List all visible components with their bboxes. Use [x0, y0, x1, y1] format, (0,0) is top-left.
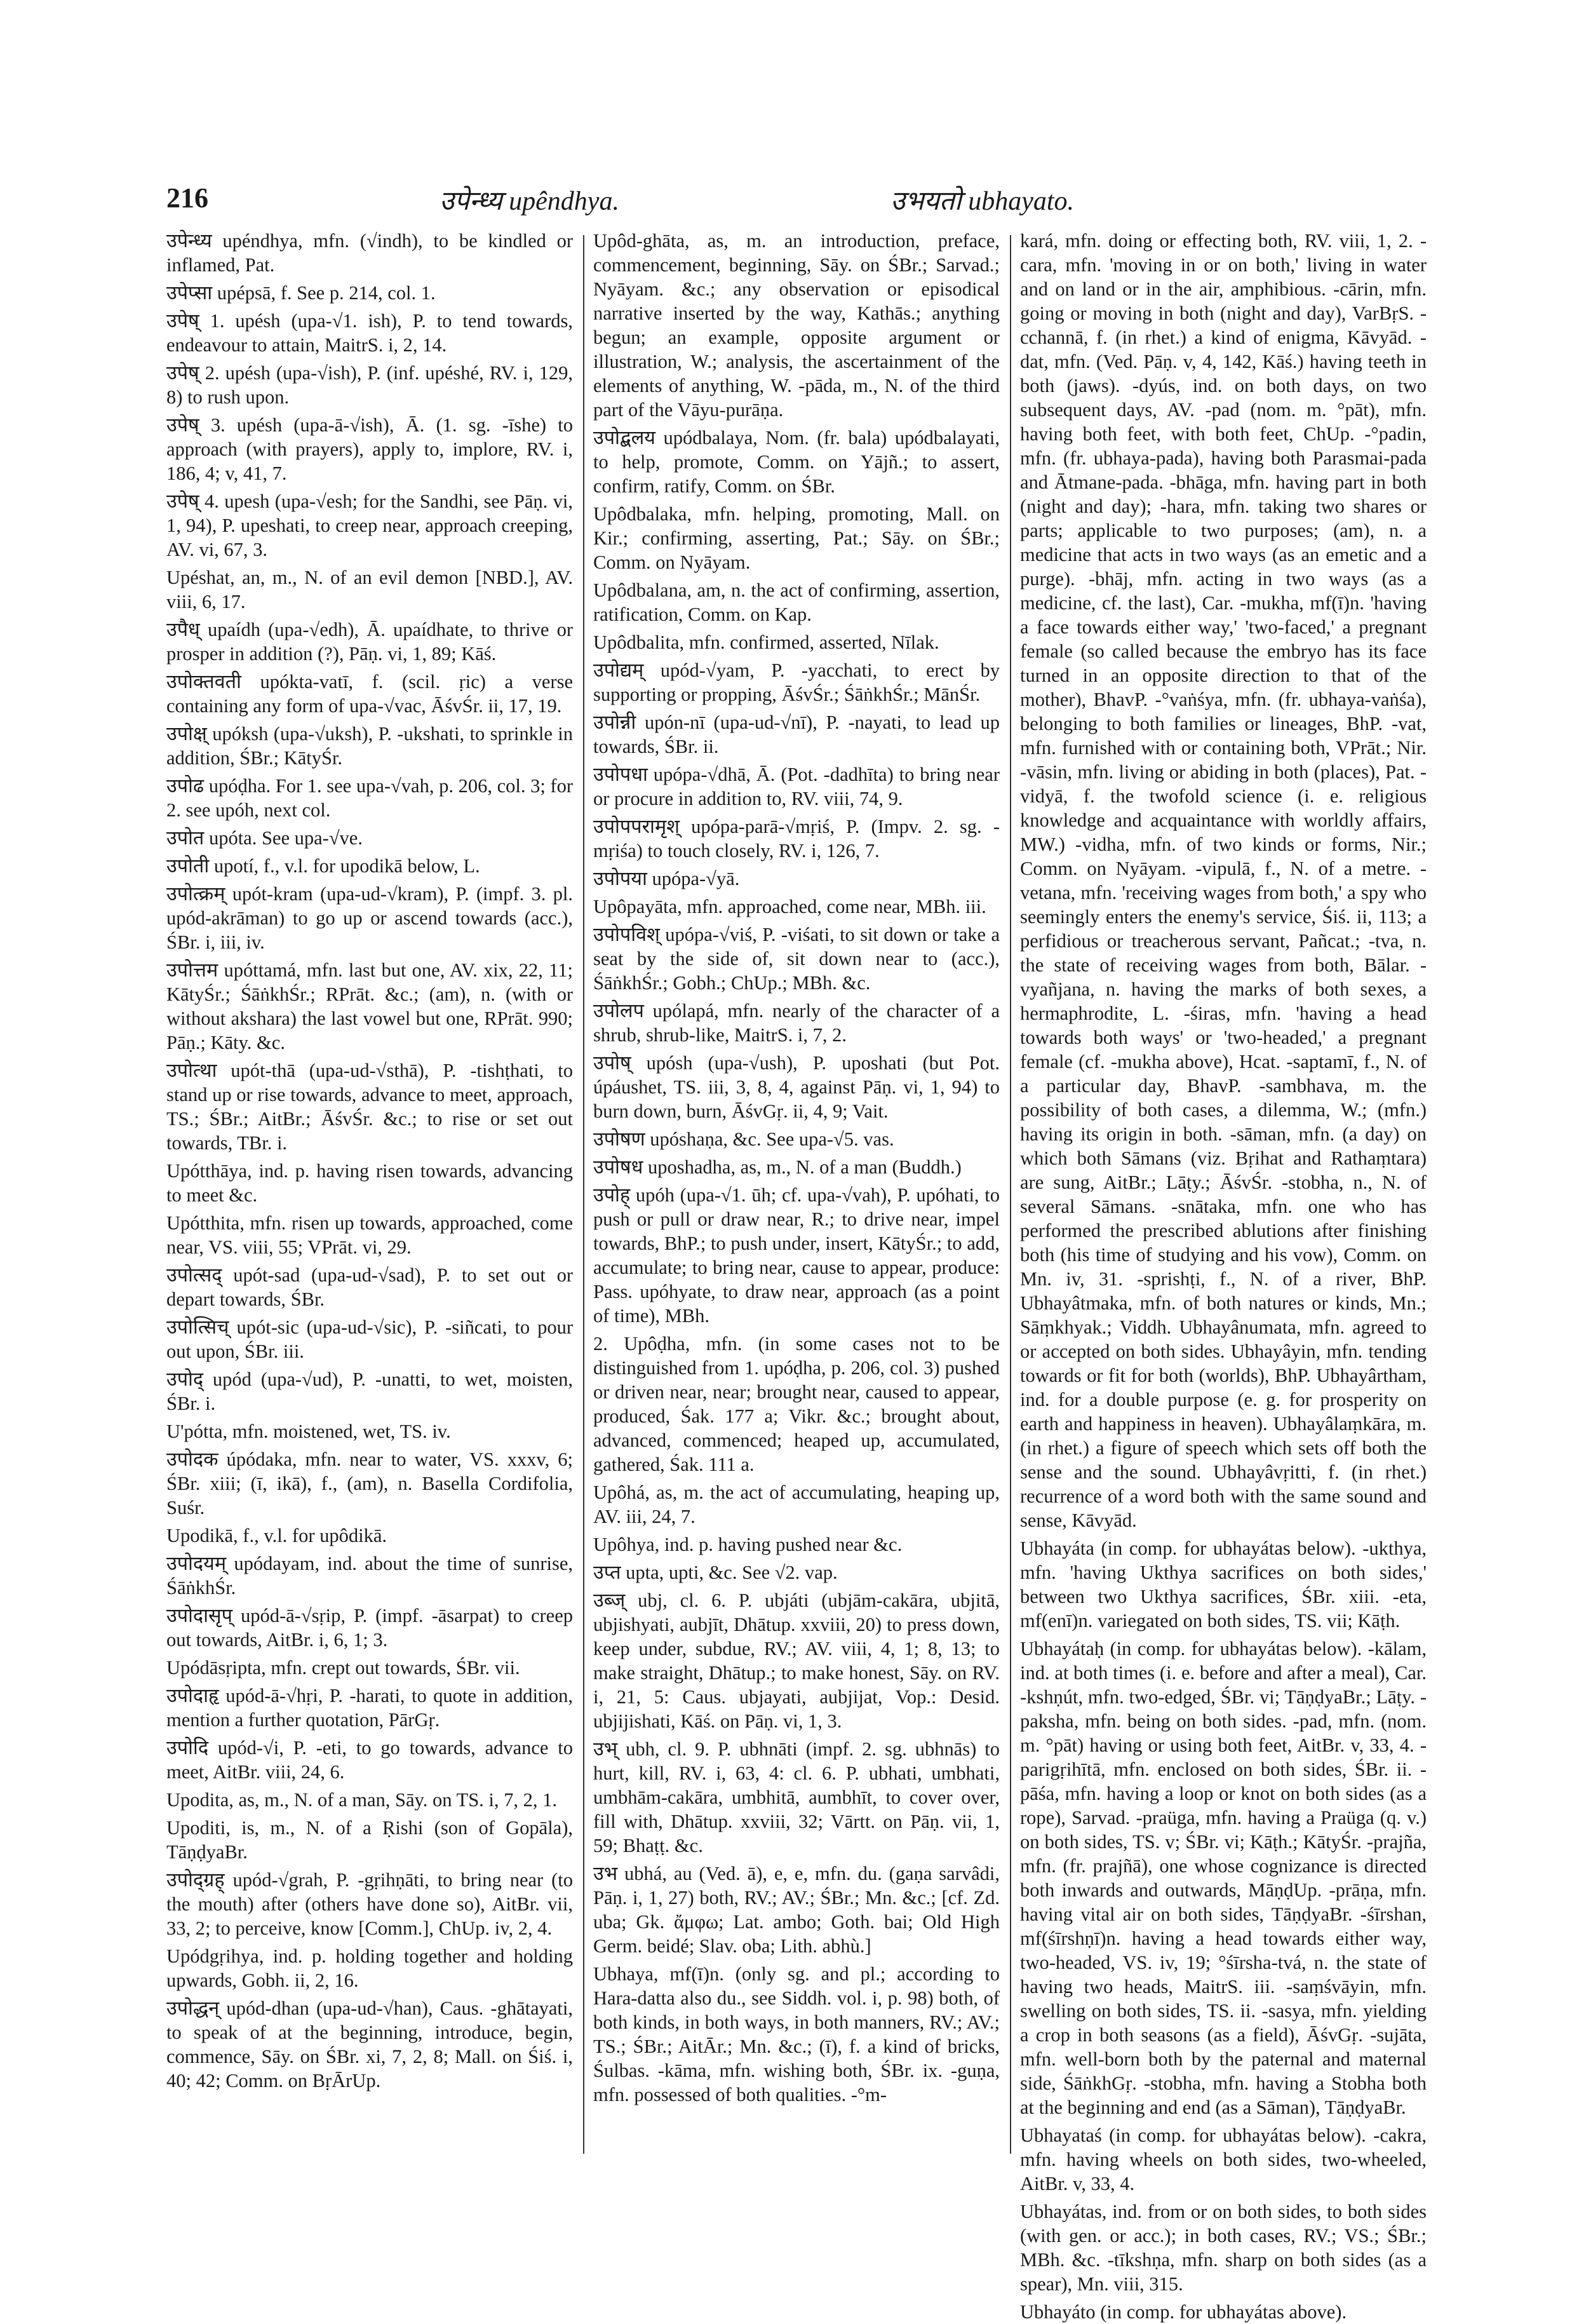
dictionary-entry: उपोह् upóh (upa-√1. ūh; cf. upa-√vah), P. upóhati, to push or pull or draw near, R.; to drive near, impel towards, BhP.; to push under, insert, KātyŚr.; to add, accumulate; to bring near, cause to appear, produce: Pass. upóhyate, to draw near, approach (as a point of time), MBh.	[593, 1184, 1000, 1327]
dictionary-entry: उपोषध uposhadha, as, m., N. of a man (Buddh.)	[593, 1156, 962, 1178]
dictionary-entry: Ubhayátaḥ (in comp. for ubhayátas below). -kālam, ind. at both times (i. e. before and after a meal), Car. -kshṇút, mfn. two-edged, ŚBr. vi; TāṇḍyaBr.; Lāṭy. -paksha, mfn. being on both sides. -pad, mfn. (nom. m. °pāt) having or using both feet, AitBr. v, 33, 4. -parigṛihītā, mfn. enclosed on both sides, ŚBr. ii. -pāśa, mfn. having a loop or knot on both sides (as a rope), Sarvad. -praüga, mfn. having a Praüga (q. v.) on both sides, TS. v; ŚBr. vi; Kāṭh.; KātyŚr. -prajña, mfn. (fr. prajñā), one whose cognizance is directed both inwards and outwards, MāṇḍUp. -prāṇa, mfn. having vital air on both sides, TāṇḍyaBr. -śīrshan, mf(śīrshṇī)n. having a head towards either way, two-headed, VS. iv, 19; °śīrsha-tvá, n. the state of having two heads, MaitrS. iii. -saṃśvāyin, mfn. swelling on both sides, TS. ii. -sasya, mfn. yielding a crop in both seasons (as a field), ĀśvGṛ. -sujāta, mfn. well-born both by the paternal and maternal side, ŚāṅkhGṛ. -stobha, mfn. having a Stobha both at the beginning and end (as a Sāman), TāṇḍyaBr.	[1020, 1638, 1427, 2118]
dictionary-entry: Upodita, as, m., N. of a man, Sāy. on TS. i, 7, 2, 1.	[166, 1789, 558, 1811]
dictionary-entry: उपोष् upósh (upa-√ush), P. uposhati (but Pot. úpáushet, TS. iii, 3, 8, 4, against Pāṇ. vi, 1, 94) to burn down, burn, ĀśvGṛ. ii, 4, 9; Vait.	[593, 1052, 1000, 1122]
dictionary-entry: Upôdbalita, mfn. confirmed, asserted, Nīlak.	[593, 632, 939, 653]
dictionary-entry: Upôd-ghāta, as, m. an introduction, preface, commencement, beginning, Sāy. on ŚBr.; Sarvad.; Nyāyam. &c.; any observation or episodical narrative inserted by the way, Kathās.; anything begun; an example, opposite argument or illustration, W.; analysis, the ascertainment of the elements of anything, W. -pāda, m., N. of the third part of the Vāyu-purāṇa.	[593, 230, 1000, 421]
dictionary-entry: Upótthāya, ind. p. having risen towards, advancing to meet &c.	[166, 1160, 573, 1206]
dictionary-entry: उपोदाहृ upód-ā-√hṛi, P. -harati, to quote in addition, mention a further quotation, PārGṛ.	[166, 1685, 573, 1731]
dictionary-entry: उपोद्बलय upódbalaya, Nom. (fr. bala) upódbalayati, to help, promote, Comm. on Yājñ.; to assert, confirm, ratify, Comm. on ŚBr.	[593, 427, 1000, 497]
dictionary-entry: Ubhaya, mf(ī)n. (only sg. and pl.; according to Hara-datta also du., see Siddh. vol. i, p. 98) both, of both kinds, in both ways, in both manners, RV.; AV.; TS.; ŚBr.; AitĀr.; Mn. &c.; (ī), f. a kind of bricks, Śulbas. -kāma, mfn. wishing both, ŚBr. ix. -guṇa, mfn. possessed of both qualities. -°m-	[593, 1963, 1000, 2105]
column-1	[166, 229, 573, 2166]
dictionary-entry: kará, mfn. doing or effecting both, RV. viii, 1, 2. -cara, mfn. 'moving in or on both,' living in water and on land or in the air, amphibious. -cārin, mfn. going or moving in both (night and day), VarBṛS. -cchannā, f. (in rhet.) a kind of enigma, Kāvyād. -dat, mfn. (Ved. Pāṇ. v, 4, 142, Kāś.) having teeth in both (jaws). -dyús, ind. on both days, on two subsequent days, AV. -pad (nom. m. °pāt), mfn. having both feet, with both feet, ChUp. -°padin, mfn. (fr. ubhaya-pada), having both Parasmai-pada and Ātmane-pada. -bhāga, mfn. having part in both (night and day); -hara, mfn. taking two shares or parts; applicable to two purposes; (am), n. a medicine that acts in two ways (as an emetic and a purge). -bhāj, mfn. acting in two ways (as a medicine, cf. the last), Car. -mukha, mf(ī)n. 'having a face towards either way,' 'two-faced,' a pregnant female (so called because the embryo has its face turned in an opposite direction to that of the mother), BhavP. -°vaṅśya, mfn. (fr. ubhaya-vaṅśa), belonging to both families or lineages, BhP. -vat, mfn. furnished with or containing both, VPrāt.; Nir. -vāsin, mfn. living or abiding in both (places), Pat. -vidyā, f. the twofold science (i. e. religious knowledge and acquaintance with worldly affairs, MW.) -vidha, mfn. of two kinds or forms, Nir.; Comm. on Nyāyam. -vipulā, f., N. of a metre. -vetana, mfn. 'receiving wages from both,' a spy who seemingly enters the enemy's service, Śiś. ii, 113; a perfidious or treacherous servant, Pañcat.; -tva, n. the state of receiving wages from both, Bālar. -vyañjana, n. having the marks of both sexes, a hermaphrodite, L. -śiras, mfn. 'having a head towards both ways' or 'two-headed,' a pregnant female (cf. -mukha above), Hcat. -saptamī, f., N. of a particular day, BhavP. -sambhava, m. the possibility of both cases, a dilemma, W.; (mfn.) having its origin in both. -sāman, mfn. (a day) on which both Sāmans (viz. Bṛihat and Rathaṃtara) are sung, AitBr.; Lāṭy.; ĀśvŚr. -stobha, n., N. of several Sāmans. -snātaka, mfn. one who has performed the prescribed ablutions after finishing both (his time of studying and his vow), Comm. on Mn. iv, 31. -sprishṭi, f., N. of a river, BhP. Ubhayâtmaka, mfn. of both natures or kinds, Mn.; Sāṃkhyak.; Viddh. Ubhayânumata, mfn. agreed to or accepted on both sides. Ubhayâyin, mfn. tending towards or fit for both (worlds), BhP. Ubhayârtham, ind. for a double purpose (e. g. for prosperity on earth and happiness in heaven). Ubhayâlaṃkāra, m. (in rhet.) a figure of speech which sets off both the sense and the sound. Ubhayâvṛitti, f. (in rhet.) recurrence of a word both with the same sound and sense, Kāvyād.	[1020, 230, 1427, 1531]
running-head-right: उभयतो ubhayato.	[890, 187, 1075, 216]
dictionary-entry: उभ् ubh, cl. 9. P. ubhnāti (impf. 2. sg. ubhnās) to hurt, kill, RV. i, 63, 4: cl. 6. P. ubhati, umbhati, umbhām-cakāra, umbhitā, aumbhīt, to cover over, fill with, Dhātup. xxviii, 32; Vārtt. on Pāṇ. vii, 1, 59; Bhaṭṭ. &c.	[593, 1738, 1000, 1856]
dictionary-entry: उपोत upóta. See upa-√ve.	[166, 827, 363, 849]
dictionary-entry: उपोन्नी upón-nī (upa-ud-√nī), P. -nayati, to lead up towards, ŚBr. ii.	[593, 712, 1000, 757]
dictionary-entry: Upódāsṛipta, mfn. crept out towards, ŚBr. vii.	[166, 1657, 520, 1679]
dictionary-entry: Upôdbalaka, mfn. helping, promoting, Mall. on Kir.; confirming, asserting, Pat.; Sāy. on ŚBr.; Comm. on Nyāyam.	[593, 503, 1000, 573]
dictionary-entry: Ubhayataś (in comp. for ubhayátas below). -cakra, mfn. having wheels on both sides, two-wheeled, AitBr. v, 33, 4.	[1020, 2125, 1427, 2194]
dictionary-entry: Ubhayátas, ind. from or on both sides, to both sides (with gen. or acc.); in both cases, RV.; VS.; ŚBr.; MBh. &c. -tīkshṇa, mfn. sharp on both sides (as a spear), Mn. viii, 315.	[1020, 2201, 1427, 2295]
dictionary-entry: Upodikā, f., v.l. for upôdikā.	[166, 1525, 387, 1546]
dictionary-entry: उपेष् 3. upésh (upa-ā-√ish), Ā. (1. sg. -īshe) to approach (with prayers), apply to, implore, RV. i, 186, 4; v, 41, 7.	[166, 414, 573, 484]
dictionary-entry: उपोपधा upópa-√dhā, Ā. (Pot. -dadhīta) to bring near or procure in addition to, RV. viii, 74, 9.	[593, 764, 1000, 809]
column-divider	[583, 235, 584, 2154]
dictionary-entry: उपोद्धन् upód-dhan (upa-ud-√han), Caus. -ghātayati, to speak of at the beginning, introduce, begin, commence, Sāy. on ŚBr. xi, 7, 2, 8; Mall. on Śiś. i, 40; 42; Comm. on BṛĀrUp.	[166, 1997, 573, 2091]
page-number: 216	[166, 182, 208, 213]
dictionary-entry: उपेष् 2. upésh (upa-√ish), P. (inf. upéshé, RV. i, 129, 8) to rush upon.	[166, 362, 573, 408]
dictionary-entry: उपोलप upólapá, mfn. nearly of the character of a shrub, shrub-like, MaitrS. i, 7, 2.	[593, 1000, 1000, 1046]
dictionary-entry: Upódgṛihya, ind. p. holding together and holding upwards, Gobh. ii, 2, 16.	[166, 1945, 573, 1991]
dictionary-entry: Upôhá, as, m. the act of accumulating, heaping up, AV. iii, 24, 7.	[593, 1482, 1000, 1527]
dictionary-entry: उपेप्सा upépsā, f. See p. 214, col. 1.	[166, 282, 436, 304]
dictionary-entry: उपेन्ध्य upéndhya, mfn. (√indh), to be kindled or inflamed, Pat.	[166, 230, 573, 276]
dictionary-entry: Upéshat, an, m., N. of an evil demon [NBD.], AV. viii, 6, 17.	[166, 567, 573, 612]
dictionary-entry: उपेष् 4. upesh (upa-√esh; for the Sandhi, see Pāṇ. vi, 1, 94), P. upeshati, to creep near, approach creeping, AV. vi, 67, 3.	[166, 490, 573, 560]
dictionary-entry: Upôpayāta, mfn. approached, come near, MBh. iii.	[593, 896, 986, 917]
dictionary-entry: उपोत्सद् upót-sad (upa-ud-√sad), P. to set out or depart towards, ŚBr.	[166, 1264, 573, 1310]
dictionary-entry: उपोदासृप् upód-ā-√sṛip, P. (impf. -āsarpat) to creep out towards, AitBr. i, 6, 1; 3.	[166, 1605, 573, 1651]
dictionary-entry: उपोत्क्रम् upót-kram (upa-ud-√kram), P. (impf. 3. pl. upód-akrāman) to go up or ascend towards (acc.), ŚBr. i, iii, iv.	[166, 883, 573, 953]
dictionary-entry: उपोद्यम् upód-√yam, P. -yacchati, to erect by supporting or propping, ĀśvŚr.; ŚāṅkhŚr.; MānŚr.	[593, 659, 1000, 705]
column-divider	[1010, 235, 1011, 2154]
dictionary-entry: उपोती upotí, f., v.l. for upodikā below, L.	[166, 855, 480, 877]
dictionary-entry: उपोषण upóshaṇa, &c. See upa-√5. vas.	[593, 1128, 894, 1150]
dictionary-entry: U'pótta, mfn. moistened, wet, TS. iv.	[166, 1421, 451, 1442]
dictionary-entry: उभ ubhá, au (Ved. ā), e, e, mfn. du. (gaṇa sarvâdi, Pāṇ. i, 1, 27) both, RV.; AV.; ŚBr.; Mn. &c.; [cf. Zd. uba; Gk. ἄμφω; Lat. ambo; Goth. bai; Old High Germ. beidé; Slav. oba; Lith. abhù.]	[593, 1863, 1000, 1957]
dictionary-entry: Upótthita, mfn. risen up towards, approached, come near, VS. viii, 55; VPrāt. vi, 29.	[166, 1212, 573, 1258]
dictionary-entry: Upôhya, ind. p. having pushed near &c.	[593, 1534, 903, 1555]
column-2	[593, 229, 1000, 2166]
dictionary-entry: Upôdbalana, am, n. the act of confirming, assertion, ratification, Comm. on Kap.	[593, 579, 1000, 625]
dictionary-entry: Ubhayáto (in comp. for ubhayátas above).	[1020, 2301, 1347, 2323]
dictionary-entry: उप्त upta, upti, &c. See √2. vap.	[593, 1562, 838, 1583]
dictionary-entry: उपोपपरामृश् upópa-parā-√mṛiś, P. (Impv. 2. sg. -mṛiśa) to touch closely, RV. i, 126, 7.	[593, 816, 1000, 861]
dictionary-entry: उपोढ upóḍha. For 1. see upa-√vah, p. 206, col. 3; for 2. see upóh, next col.	[166, 775, 573, 821]
dictionary-entry: 2. Upôḍha, mfn. (in some cases not to be distinguished from 1. upóḍha, p. 206, col. 3) pushed or driven near, near; brought near, caused to appear, produced, Śak. 177 a; Vikr. &c.; brought about, advanced, commenced; heaped up, accumulated, gathered, Śak. 111 a.	[593, 1333, 1000, 1475]
column-3	[1020, 229, 1427, 2323]
dictionary-entry: उपोदयम् upódayam, ind. about the time of sunrise, ŚāṅkhŚr.	[166, 1553, 573, 1598]
dictionary-entry: उपोपविश् upópa-√viś, P. -viśati, to sit down or take a seat by the side of, sit down near to (acc.), ŚāṅkhŚr.; Gobh.; ChUp.; MBh. &c.	[593, 924, 1000, 994]
dictionary-entry: उपोपया upópa-√yā.	[593, 868, 740, 889]
dictionary-entry: उपैध् upaídh (upa-√edh), Ā. upaídhate, to thrive or prosper in addition (?), Pāṇ. vi, 1, 89; Kāś.	[166, 619, 573, 665]
dictionary-entry: उब्ज् ubj, cl. 6. P. ubjáti (ubjām-cakāra, ubjitā, ubjishyati, aubjīt, Dhātup. xxviii, 20) to press down, keep under, subdue, RV.; AV. viii, 4, 1; 8, 13; to make straight, Dhātup.; to make honest, Sāy. on RV. i, 21, 5: Caus. ubjayati, aubjijat, Vop.: Desid. ubjijishati, Kāś. on Pāṇ. vi, 1, 3.	[593, 1590, 1000, 1732]
dictionary-entry: उपोद्ग्रह् upód-√grah, P. -gṛihṇāti, to bring near (to the mouth) after (others have done so), AitBr. vii, 33, 2; to perceive, know [Comm.], ChUp. iv, 2, 4.	[166, 1869, 573, 1939]
dictionary-entry: Upoditi, is, m., N. of a Ṛishi (son of Gopāla), TāṇḍyaBr.	[166, 1817, 573, 1863]
dictionary-entry: उपोद् upód (upa-√ud), P. -unatti, to wet, moisten, ŚBr. i.	[166, 1368, 573, 1414]
dictionary-entry: उपोत्था upót-thā (upa-ud-√sthā), P. -tishṭhati, to stand up or rise towards, advance to meet, approach, TS.; ŚBr.; AitBr.; ĀśvŚr. &c.; to rise or set out towards, TBr. i.	[166, 1060, 573, 1154]
dictionary-entry: उपोक्ष् upóksh (upa-√uksh), P. -ukshati, to sprinkle in addition, ŚBr.; KātyŚr.	[166, 723, 573, 769]
text-columns	[166, 229, 1430, 2323]
page-header	[166, 182, 1437, 220]
dictionary-entry: उपोक्तवती upókta-vatī, f. (scil. ṛic) a verse containing any form of upa-√vac, ĀśvŚr. ii, 17, 19.	[166, 671, 573, 717]
dictionary-entry: Ubhayáta (in comp. for ubhayátas below). -ukthya, mfn. 'having Ukthya sacrifices on both sides,' between two Ukthya sacrifices, ŚBr. xiii. -eta, mf(enī)n. variegated on both sides, TS. vii; Kāṭh.	[1020, 1537, 1427, 1632]
dictionary-entry: उपोदि upód-√i, P. -eti, to go towards, advance to meet, AitBr. viii, 24, 6.	[166, 1737, 573, 1783]
dictionary-entry: उपोत्सिच् upót-sic (upa-ud-√sic), P. -siñcati, to pour out upon, ŚBr. iii.	[166, 1316, 573, 1362]
dictionary-entry: उपोदक úpódaka, mfn. near to water, VS. xxxv, 6; ŚBr. xiii; (ī, ikā), f., (am), n. Basella Cordifolia, Suśr.	[166, 1449, 573, 1518]
dictionary-entry: उपेष् 1. upésh (upa-√1. ish), P. to tend towards, endeavour to attain, MaitrS. i, 2, 14.	[166, 310, 573, 356]
running-head-left: उपेन्ध्य upêndhya.	[440, 187, 619, 216]
dictionary-entry: उपोत्तम upóttamá, mfn. last but one, AV. xix, 22, 11; KātyŚr.; ŚāṅkhŚr.; RPrāt. &c.; (am), n. (with or without akshara) the last vowel but one, RPrāt. 990; Pāṇ.; Kāty. &c.	[166, 959, 573, 1053]
